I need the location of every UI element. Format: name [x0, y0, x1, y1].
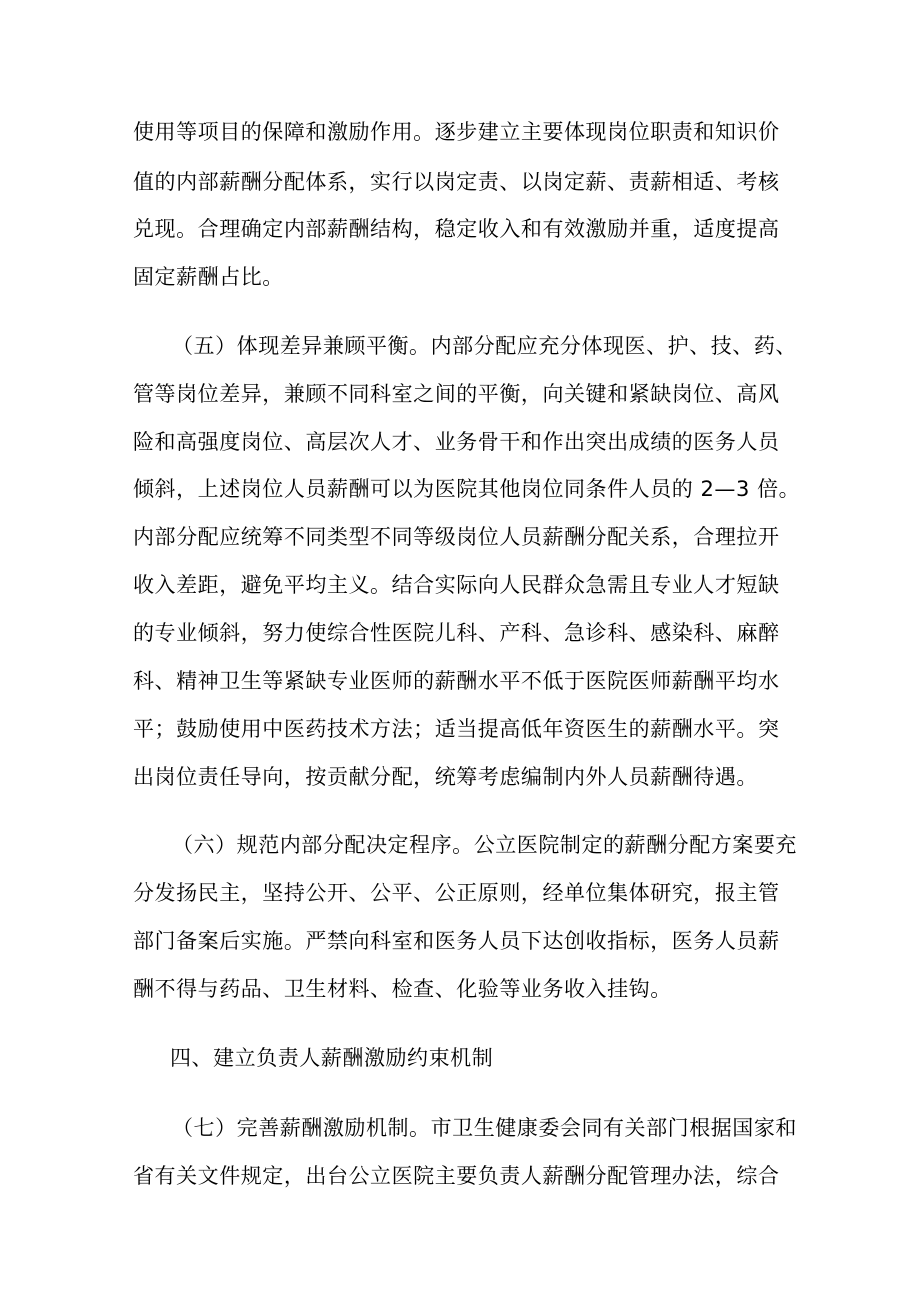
paragraph-2-line-6: 收入差距，避免平均主义。结合实际向人民群众急需且专业人才短缺 — [133, 573, 780, 597]
paragraph-3-line-1: （六）规范内部分配决定程序。公立医院制定的薪酬分配方案要充 — [172, 833, 797, 857]
paragraph-2-line-10: 出岗位责任导向，按贡献分配，统筹考虑编制内外人员薪酬待遇。 — [133, 765, 758, 789]
paragraph-1-line-2: 值的内部薪酬分配体系，实行以岗定责、以岗定薪、责薪相适、考核 — [133, 170, 780, 194]
paragraph-3-line-3: 部门备案后实施。严禁向科室和医务人员下达创收指标，医务人员薪 — [133, 929, 780, 953]
paragraph-2-line-8: 科、精神卫生等紧缺专业医师的薪酬水平不低于医院医师薪酬平均水 — [133, 669, 780, 693]
paragraph-5-line-2: 省有关文件规定，出台公立医院主要负责人薪酬分配管理办法，综合 — [133, 1164, 780, 1188]
paragraph-5-line-1: （七）完善薪酬激励机制。市卫生健康委会同有关部门根据国家和 — [172, 1116, 797, 1140]
paragraph-2-line-5: 内部分配应统筹不同类型不同等级岗位人员薪酬分配关系，合理拉开 — [133, 525, 780, 549]
paragraph-1-line-4: 固定薪酬占比。 — [133, 265, 284, 289]
section-heading: 四、建立负责人薪酬激励约束机制 — [170, 1046, 494, 1070]
paragraph-2-line-3: 险和高强度岗位、高层次人才、业务骨干和作出突出成绩的医务人员 — [133, 430, 780, 454]
paragraph-3-line-4: 酬不得与药品、卫生材料、检查、化验等业务收入挂钩。 — [133, 977, 672, 1001]
paragraph-3-line-2: 分发扬民主，坚持公开、公平、公正原则，经单位集体研究，报主管 — [133, 881, 780, 905]
paragraph-2-line-9: 平；鼓励使用中医药技术方法；适当提高低年资医生的薪酬水平。突 — [133, 717, 780, 741]
paragraph-2-line-4: 倾斜，上述岗位人员薪酬可以为医院其他岗位同条件人员的 2—3 倍。 — [133, 477, 801, 501]
paragraph-1-line-1: 使用等项目的保障和激励作用。逐步建立主要体现岗位职责和知识价 — [133, 120, 780, 144]
paragraph-2-line-2: 管等岗位差异，兼顾不同科室之间的平衡，向关键和紧缺岗位、高风 — [133, 382, 780, 406]
paragraph-1-line-3: 兑现。合理确定内部薪酬结构，稳定收入和有效激励并重，适度提高 — [133, 217, 780, 241]
paragraph-2-line-1: （五）体现差异兼顾平衡。内部分配应充分体现医、护、技、药、 — [172, 334, 797, 358]
paragraph-2-line-7: 的专业倾斜，努力使综合性医院儿科、产科、急诊科、感染科、麻醉 — [133, 621, 780, 645]
